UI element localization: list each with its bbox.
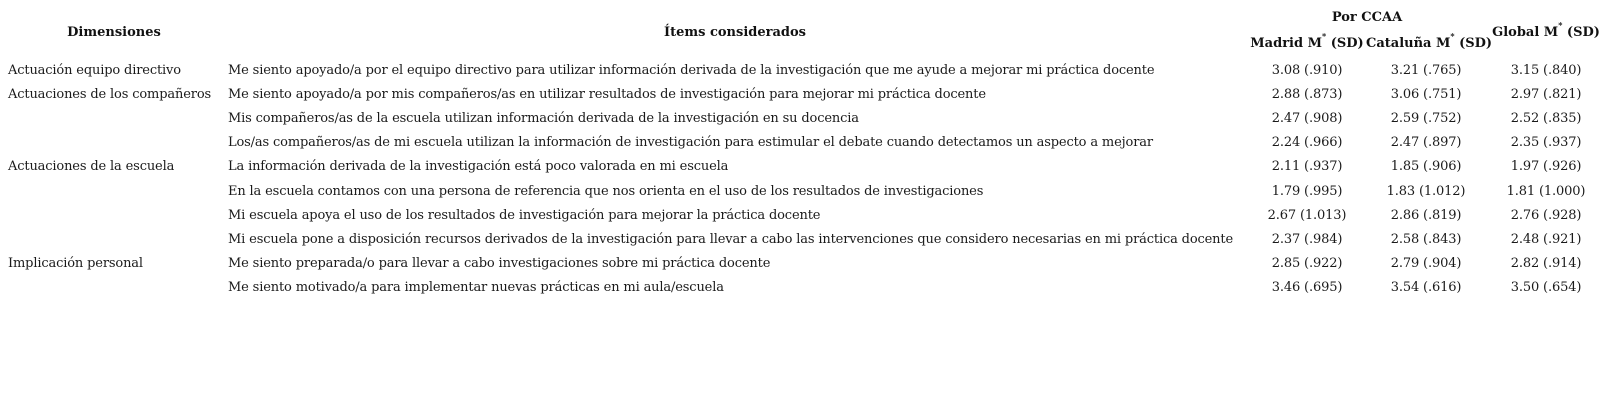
madrid-value: 2.88 (.873) [1271,86,1343,102]
header-madrid-star: * [1322,30,1327,41]
item-cell: Los/as compañeros/as de mi escuela utilizan la información de investigación para estimular el debate cuando detectamos un aspecto a mejorar [228,135,1153,151]
dimension-cell [6,276,222,300]
item-cell: Me siento preparada/o para llevar a cabo investigaciones sobre mi práctica docente [228,256,771,272]
global-value: 2.48 (.921) [1510,231,1582,247]
table-row [6,131,1606,155]
item-cell: La información derivada de la investigación está poco valorada en mi escuela [228,159,729,175]
dimension-cell [6,227,222,251]
global-value: 2.35 (.937) [1510,135,1582,151]
dimension-cell: Actuación equipo directivo [8,62,181,78]
cataluna-value: 2.86 (.819) [1390,207,1462,223]
table-header [6,6,1606,58]
header-global-label: Global M [1492,24,1559,40]
dimension-cell [6,131,222,155]
table-row [6,203,1606,227]
cataluna-value: 2.79 (.904) [1390,256,1462,272]
header-madrid [1248,28,1366,58]
madrid-value: 3.08 (.910) [1271,62,1343,78]
cataluna-value: 3.21 (.765) [1390,62,1462,78]
dimension-cell [6,203,222,227]
header-por-ccaa: Por CCAA [1331,9,1403,25]
table-row [6,252,1606,276]
madrid-value: 2.85 (.922) [1271,256,1343,272]
item-cell: Mis compañeros/as de la escuela utilizan información derivada de la investigación en su docencia [228,110,859,126]
header-cataluna-star: * [1450,30,1455,41]
header-madrid-sd: (SD) [1330,35,1364,51]
item-cell: Mi escuela apoya el uso de los resultados de investigación para mejorar la práctica docente [228,207,821,223]
global-value: 3.15 (.840) [1510,62,1582,78]
table-row [6,276,1606,300]
cataluna-value: 2.47 (.897) [1390,135,1462,151]
header-global-star: * [1558,19,1563,30]
header-cataluna-label: Cataluña M [1366,35,1451,51]
header-dimensiones: Dimensiones [67,24,161,40]
item-cell: Mi escuela pone a disposición recursos derivados de la investigación para llevar a cabo las intervenciones que considero necesarias en mi práctica docente [228,231,1234,247]
global-value: 2.82 (.914) [1510,256,1582,272]
madrid-value: 1.79 (.995) [1271,183,1343,199]
cataluna-value: 1.85 (.906) [1390,159,1462,175]
item-cell: Me siento apoyado/a por el equipo directivo para utilizar información derivada de la investigación que me ayude a mejorar mi práctica docente [228,62,1155,78]
madrid-value: 2.37 (.984) [1271,231,1343,247]
madrid-value: 2.11 (.937) [1271,159,1343,175]
table-row [6,179,1606,203]
madrid-value: 2.24 (.966) [1271,135,1343,151]
cataluna-value: 3.06 (.751) [1390,86,1462,102]
results-table-container [6,6,1606,300]
table-row [6,82,1606,106]
dimension-cell: Implicación personal [8,256,143,272]
header-madrid-label: Madrid M [1250,35,1322,51]
cataluna-value: 2.59 (.752) [1390,110,1462,126]
madrid-value: 2.47 (.908) [1271,110,1343,126]
item-cell: Me siento motivado/a para implementar nuevas prácticas en mi aula/escuela [228,280,724,296]
global-value: 1.97 (.926) [1510,159,1582,175]
header-cataluna-sd: (SD) [1459,35,1493,51]
madrid-value: 2.67 (1.013) [1267,207,1347,223]
dimension-cell: Actuaciones de los compañeros [8,86,212,102]
dimension-cell: Actuaciones de la escuela [8,159,175,175]
global-value: 2.97 (.821) [1510,86,1582,102]
table-body [6,58,1606,300]
cataluna-value: 1.83 (1.012) [1386,183,1466,199]
header-items: Ítems considerados [664,24,806,40]
header-global [1486,6,1606,58]
header-row-top [6,6,1606,28]
global-value: 3.50 (.654) [1510,280,1582,296]
table-row [6,106,1606,130]
results-table [6,6,1606,300]
global-value: 1.81 (1.000) [1506,183,1586,199]
dimension-cell [6,179,222,203]
table-row [6,227,1606,251]
dimension-cell [6,106,222,130]
global-value: 2.52 (.835) [1510,110,1582,126]
header-global-sd: (SD) [1566,24,1600,40]
cataluna-value: 2.58 (.843) [1390,231,1462,247]
item-cell: Me siento apoyado/a por mis compañeros/as en utilizar resultados de investigación para mejorar mi práctica docente [228,86,986,102]
item-cell: En la escuela contamos con una persona de referencia que nos orienta en el uso de los resultados de investigaciones [228,183,984,199]
madrid-value: 3.46 (.695) [1271,280,1343,296]
cataluna-value: 3.54 (.616) [1390,280,1462,296]
table-row [6,58,1606,82]
global-value: 2.76 (.928) [1510,207,1582,223]
table-row [6,155,1606,179]
header-cataluna [1366,28,1493,58]
